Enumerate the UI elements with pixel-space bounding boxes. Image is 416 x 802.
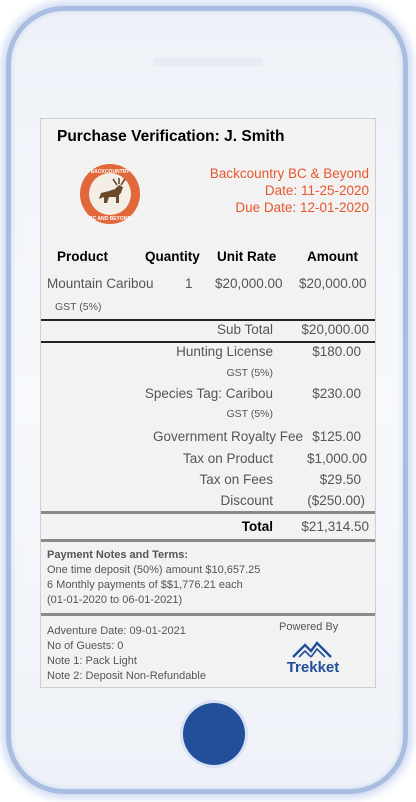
- guests-count: No of Guests: 0: [47, 640, 124, 652]
- payment-line: (01-01-2020 to 06-01-2021): [47, 594, 183, 606]
- page-title: Purchase Verification: J. Smith: [57, 128, 285, 145]
- hunting-license-value: $180.00: [312, 344, 361, 359]
- hunting-license-gst: GST (5%): [226, 367, 273, 379]
- row-unit-rate: $20,000.00: [215, 276, 283, 291]
- due-date: Due Date: 12-01-2020: [235, 200, 369, 215]
- divider: [41, 613, 375, 616]
- powered-by-label: Powered By: [279, 621, 339, 633]
- invoice-date: Date: 11-25-2020: [264, 183, 369, 198]
- col-header-unit-rate: Unit Rate: [217, 249, 277, 264]
- subtotal-value: $20,000.00: [301, 322, 369, 337]
- company-logo: [79, 163, 141, 225]
- payment-heading: Payment Notes and Terms:: [47, 549, 189, 561]
- tax-fees-label: Tax on Fees: [199, 472, 273, 487]
- trekket-logo: [279, 639, 347, 677]
- tax-fees-value: $29.50: [319, 472, 361, 487]
- hunting-license-label: Hunting License: [176, 344, 273, 359]
- row-gst: GST (5%): [55, 301, 102, 313]
- phone-speaker: [153, 58, 263, 66]
- discount-value: ($250.00): [307, 493, 365, 508]
- tax-product-value: $1,000.00: [306, 451, 367, 466]
- subtotal-label: Sub Total: [216, 322, 273, 337]
- royalty-value: $125.00: [312, 429, 361, 444]
- discount-label: Discount: [220, 493, 273, 508]
- divider: [41, 319, 375, 321]
- payment-line: One time deposit (50%) amount $10,657.25: [47, 564, 261, 576]
- royalty-label: Government Royalty Fee: [152, 429, 303, 444]
- species-tag-label: Species Tag: Caribou: [144, 386, 273, 401]
- total-label: Total: [241, 519, 273, 534]
- row-amount: $20,000.00: [299, 276, 367, 291]
- species-tag-gst: GST (5%): [226, 408, 273, 420]
- divider: [41, 341, 375, 343]
- col-header-quantity: Quantity: [145, 249, 200, 264]
- col-header-product: Product: [57, 249, 109, 264]
- species-tag-value: $230.00: [312, 386, 361, 401]
- row-quantity: 1: [185, 276, 193, 291]
- brand-name: Trekket: [286, 659, 340, 676]
- note: Note 1: Pack Light: [47, 655, 137, 667]
- svg-text:BC AND BEYOND: BC AND BEYOND: [88, 216, 132, 222]
- total-value: $21,314.50: [301, 519, 369, 534]
- invoice-screen: [40, 118, 376, 688]
- tax-product-label: Tax on Product: [182, 451, 273, 466]
- divider: [41, 511, 375, 514]
- col-header-amount: Amount: [307, 249, 358, 264]
- payment-line: 6 Monthly payments of $$1,776.21 each: [47, 579, 243, 591]
- row-product: Mountain Caribou: [47, 276, 154, 291]
- note: Note 2: Deposit Non-Refundable: [47, 670, 206, 682]
- svg-text:BACKCOUNTRY: BACKCOUNTRY: [90, 169, 130, 175]
- adventure-date: Adventure Date: 09-01-2021: [47, 625, 186, 637]
- company-name: Backcountry BC & Beyond: [209, 166, 369, 181]
- home-button[interactable]: [183, 703, 245, 765]
- divider: [41, 539, 375, 542]
